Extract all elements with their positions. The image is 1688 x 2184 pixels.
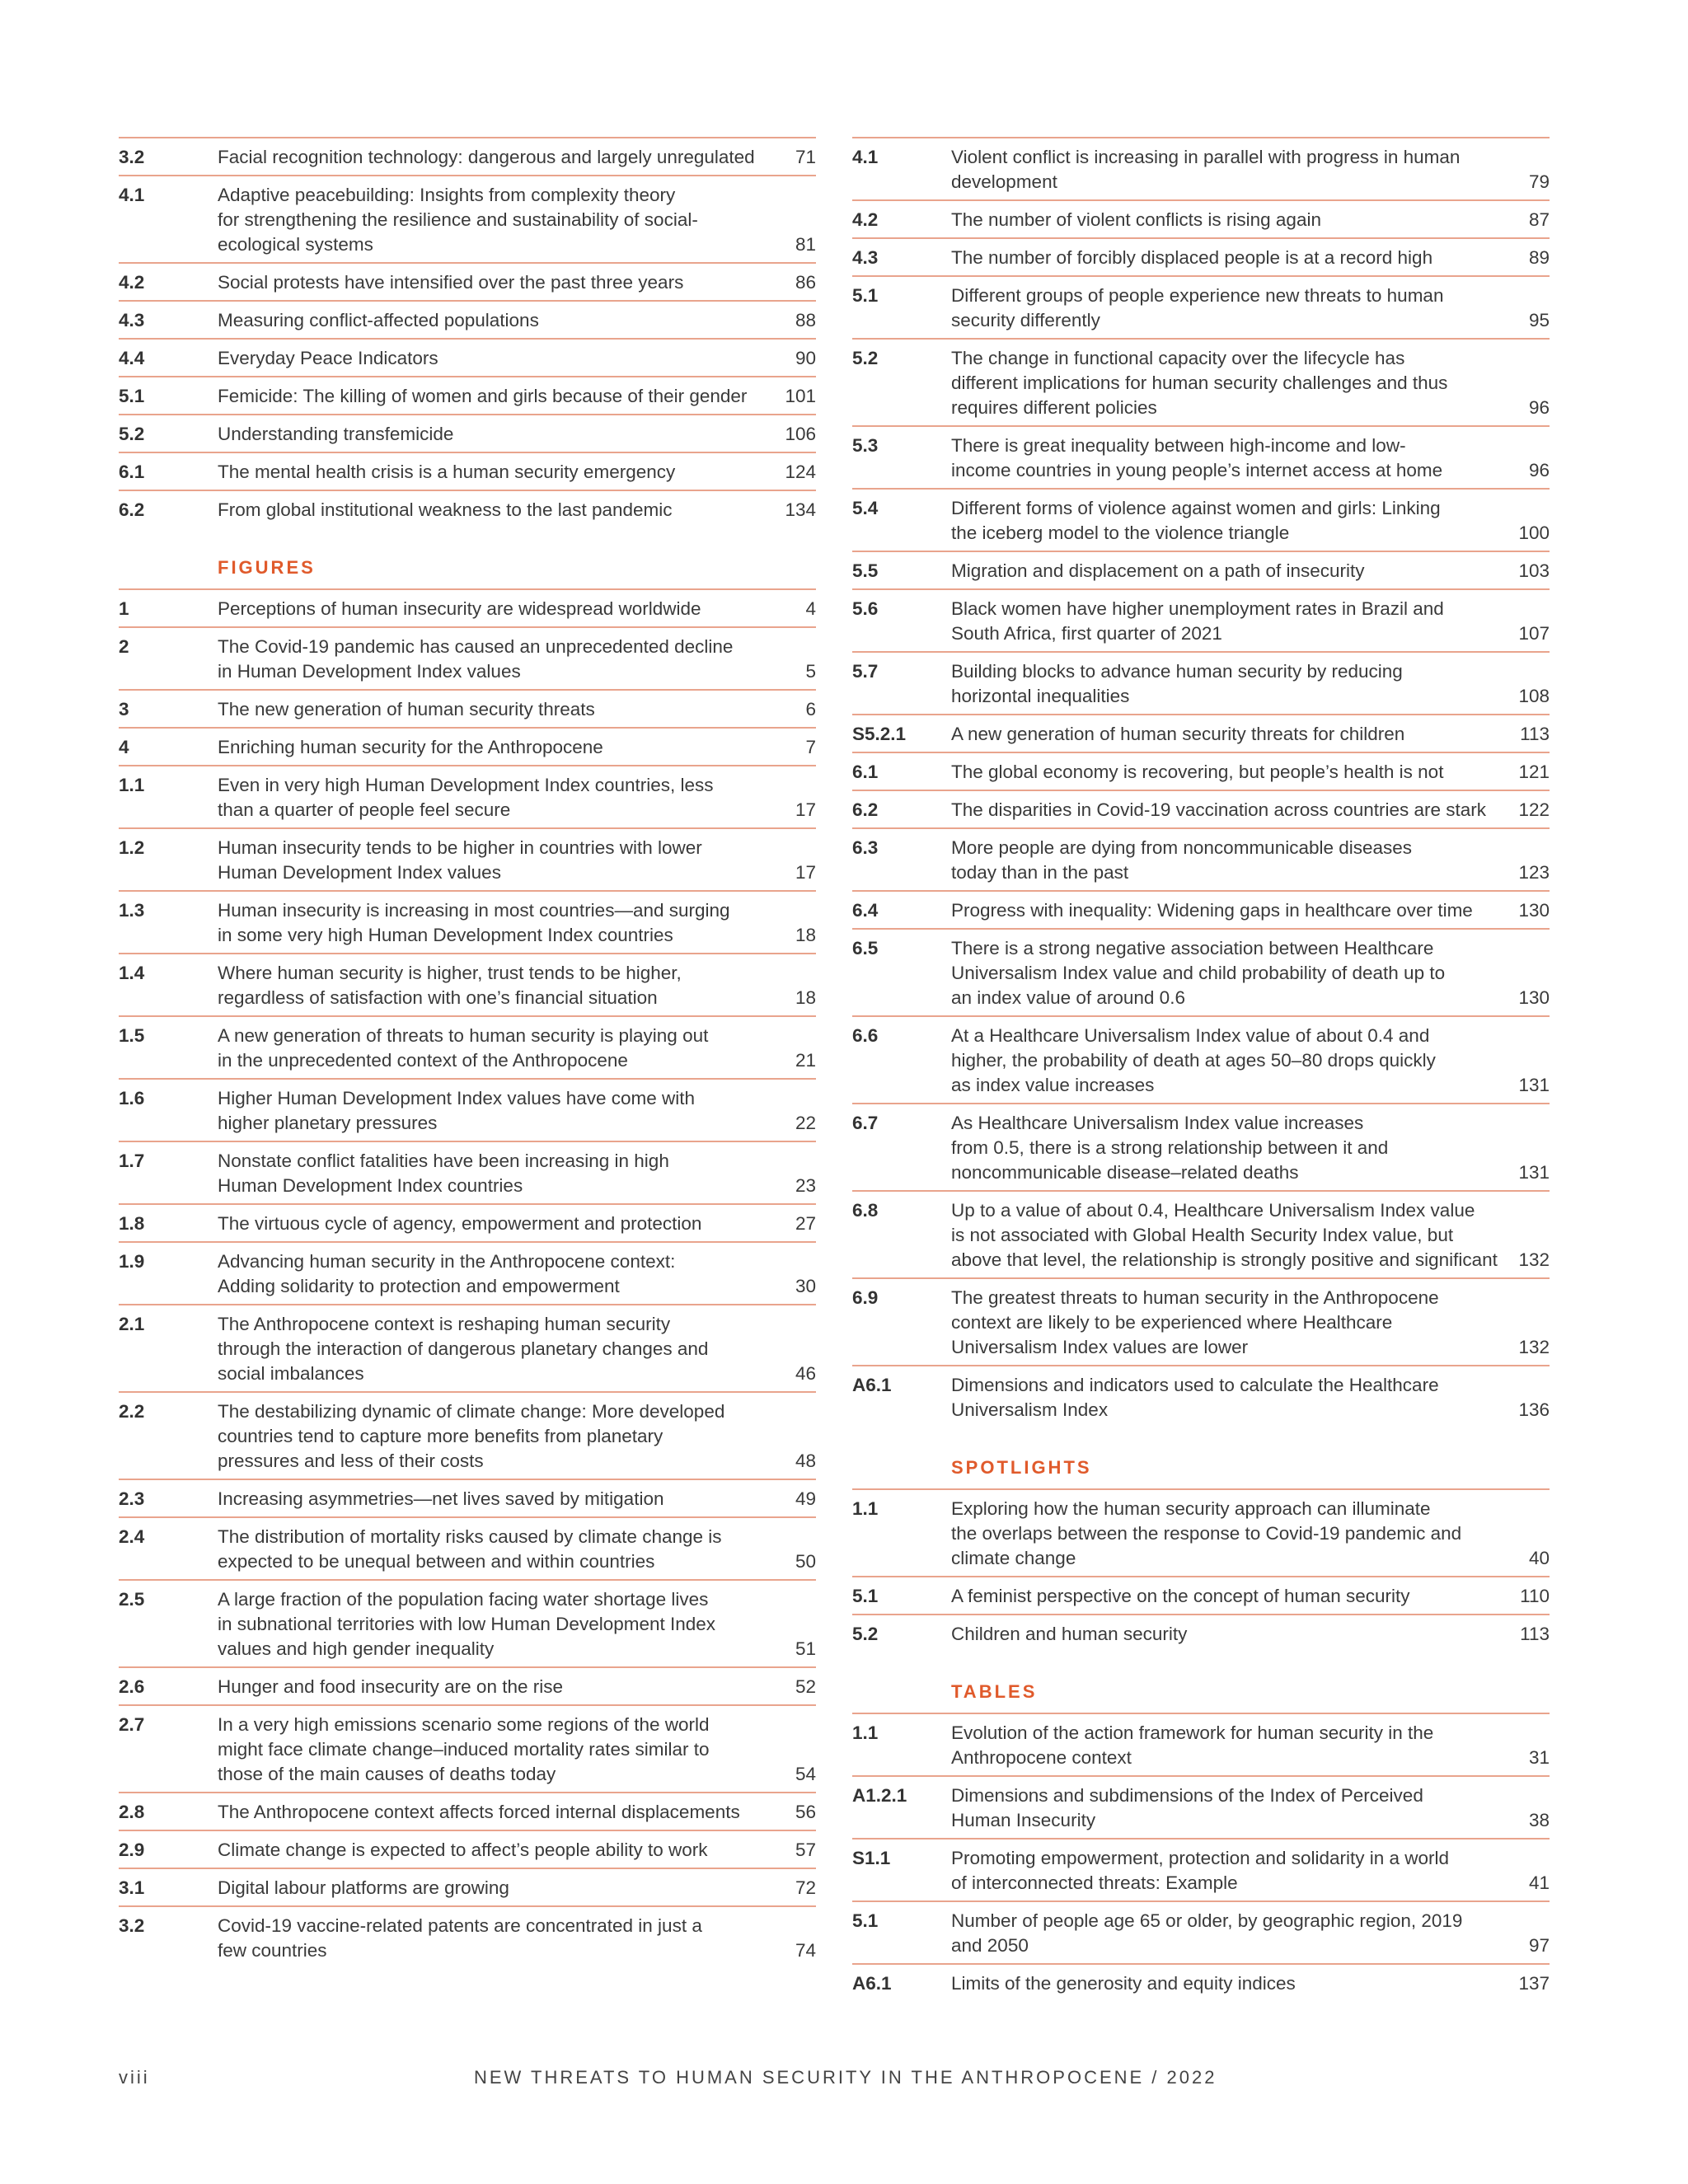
toc-entry[interactable] xyxy=(119,1868,816,1905)
entry-number: 4.2 xyxy=(119,272,145,293)
figures-heading: FIGURES xyxy=(218,557,316,578)
entry-title: As Healthcare Universalism Index value increases from 0.5, there is a strong relationship between it and noncommunicable disease–related deaths xyxy=(951,1113,1389,1183)
toc-entry[interactable] xyxy=(852,1277,1550,1365)
entry-page-number: 56 xyxy=(795,1802,816,1822)
toc-entry[interactable] xyxy=(852,1963,1550,2001)
toc-entry[interactable] xyxy=(119,414,816,452)
entry-number: 5.2 xyxy=(852,1624,879,1644)
spotlights-list xyxy=(852,1488,1550,1652)
entry-page-number: 132 xyxy=(1518,1249,1550,1270)
entry-number: 5.5 xyxy=(852,560,879,581)
entry-number: 2.5 xyxy=(119,1589,145,1610)
toc-entry[interactable] xyxy=(852,588,1550,651)
entry-page-number: 123 xyxy=(1518,862,1550,883)
entry-title: Promoting empowerment, protection and solidarity in a world of interconnected threats: Example xyxy=(951,1848,1450,1893)
entry-title: Increasing asymmetries—net lives saved by mitigation xyxy=(218,1488,664,1509)
entry-page-number: 21 xyxy=(795,1050,816,1071)
entry-page-number: 23 xyxy=(795,1175,816,1196)
entry-title: Enriching human security for the Anthropocene xyxy=(218,737,603,757)
toc-entry[interactable] xyxy=(852,1900,1550,1963)
entry-number: 1.4 xyxy=(119,963,145,983)
entry-page-number: 124 xyxy=(785,462,816,482)
entry-number: 5.4 xyxy=(852,498,879,518)
entry-title: The Anthropocene context is reshaping human security through the interaction of dangerous planetary changes and social imbalances xyxy=(218,1314,709,1384)
entry-page-number: 107 xyxy=(1518,623,1550,644)
entry-page-number: 49 xyxy=(795,1488,816,1509)
toc-entry[interactable] xyxy=(852,928,1550,1015)
toc-entry[interactable] xyxy=(119,1830,816,1868)
entry-page-number: 95 xyxy=(1528,310,1550,330)
entry-number: 2.8 xyxy=(119,1802,145,1822)
entry-number: S1.1 xyxy=(852,1848,891,1868)
entry-page-number: 7 xyxy=(805,737,816,757)
entry-page-number: 136 xyxy=(1518,1399,1550,1420)
entry-title: The destabilizing dynamic of climate change: More developed countries tend to capture more benefits from planetary pressures and less of their costs xyxy=(218,1401,725,1471)
entry-number: 6.3 xyxy=(852,837,879,858)
toc-entry[interactable] xyxy=(119,490,816,527)
entry-title: A feminist perspective on the concept of human security xyxy=(951,1586,1410,1606)
entry-page-number: 41 xyxy=(1528,1872,1550,1893)
entry-number: 5.2 xyxy=(119,424,145,444)
entry-title: At a Healthcare Universalism Index value of about 0.4 and higher, the probability of death at ages 50–80 drops quickly as index value increases xyxy=(951,1025,1436,1095)
entry-title: More people are dying from noncommunicable diseases today than in the past xyxy=(951,837,1413,883)
entry-title: Human insecurity tends to be higher in countries with lower Human Development Index values xyxy=(218,837,702,883)
entry-title: Femicide: The killing of women and girls because of their gender xyxy=(218,386,748,406)
entry-number: 4.2 xyxy=(852,209,879,230)
figures-list xyxy=(119,588,816,1968)
entry-page-number: 17 xyxy=(795,799,816,820)
entry-number: 6.1 xyxy=(852,762,879,782)
entry-number: A6.1 xyxy=(852,1973,892,1994)
entry-title: Measuring conflict-affected populations xyxy=(218,310,539,330)
entry-page-number: 122 xyxy=(1518,799,1550,820)
entry-number: A1.2.1 xyxy=(852,1785,907,1806)
toc-entry[interactable] xyxy=(852,199,1550,237)
entry-title: The virtuous cycle of agency, empowerment and protection xyxy=(218,1213,702,1234)
entry-page-number: 22 xyxy=(795,1113,816,1133)
entry-page-number: 46 xyxy=(795,1363,816,1384)
entry-page-number: 79 xyxy=(1528,171,1550,192)
entry-title: Hunger and food insecurity are on the rise xyxy=(218,1676,563,1697)
toc-entry[interactable] xyxy=(852,827,1550,890)
toc-entry[interactable] xyxy=(852,1838,1550,1900)
entry-title: Different groups of people experience new threats to human security differently xyxy=(951,285,1444,330)
tables-heading: TABLES xyxy=(951,1681,1038,1702)
entry-number: 1.9 xyxy=(119,1251,145,1272)
entry-page-number: 130 xyxy=(1518,900,1550,921)
entry-number: 6.2 xyxy=(119,499,145,520)
toc-entry[interactable] xyxy=(119,137,816,175)
entry-page-number: 18 xyxy=(795,987,816,1008)
entry-page-number: 89 xyxy=(1528,247,1550,268)
toc-entry[interactable] xyxy=(852,790,1550,827)
toc-entry[interactable] xyxy=(119,689,816,727)
entry-page-number: 106 xyxy=(785,424,816,444)
entry-title: Limits of the generosity and equity indices xyxy=(951,1973,1296,1994)
entry-page-number: 100 xyxy=(1518,523,1550,543)
toc-entry[interactable] xyxy=(852,275,1550,338)
entry-page-number: 101 xyxy=(785,386,816,406)
entry-number: 5.2 xyxy=(852,348,879,368)
entry-page-number: 131 xyxy=(1518,1162,1550,1183)
entry-page-number: 90 xyxy=(795,348,816,368)
entry-number: 1.3 xyxy=(119,900,145,921)
entry-title: The new generation of human security threats xyxy=(218,699,595,719)
toc-entry[interactable] xyxy=(852,651,1550,714)
toc-entry[interactable] xyxy=(119,953,816,1015)
entry-title: Black women have higher unemployment rates in Brazil and South Africa, first quarter of 2021 xyxy=(951,598,1444,644)
entry-number: 4 xyxy=(119,737,129,757)
toc-entry[interactable] xyxy=(119,300,816,338)
figures-continued-list xyxy=(852,137,1550,1427)
entry-number: 5.6 xyxy=(852,598,879,619)
toc-entry[interactable] xyxy=(119,1704,816,1792)
toc-entry[interactable] xyxy=(852,890,1550,928)
entry-page-number: 72 xyxy=(795,1877,816,1898)
entry-number: S5.2.1 xyxy=(852,724,907,744)
entry-title: The greatest threats to human security in the Anthropocene context are likely to be experienced where Healthcare Universalism Index values are lower xyxy=(951,1287,1439,1357)
entry-number: 4.1 xyxy=(119,185,145,205)
entry-number: 3 xyxy=(119,699,129,719)
page-footer xyxy=(119,2067,1431,2092)
entry-page-number: 27 xyxy=(795,1213,816,1234)
entry-title: A new generation of threats to human security is playing out in the unprecedented context of the Anthropocene xyxy=(218,1025,709,1071)
toc-entry[interactable] xyxy=(852,1775,1550,1838)
entry-page-number: 52 xyxy=(795,1676,816,1697)
entry-title: Where human security is higher, trust tends to be higher, regardless of satisfaction with one’s financial situation xyxy=(218,963,682,1008)
entry-page-number: 137 xyxy=(1518,1973,1550,1994)
toc-entry[interactable] xyxy=(852,1576,1550,1614)
toc-entry[interactable] xyxy=(119,1078,816,1141)
toc-entry[interactable] xyxy=(852,137,1550,199)
entry-title: Violent conflict is increasing in parallel with progress in human development xyxy=(951,147,1461,192)
entry-title: Everyday Peace Indicators xyxy=(218,348,438,368)
entry-number: 2.6 xyxy=(119,1676,145,1697)
toc-entry[interactable] xyxy=(119,452,816,490)
entry-title: The Anthropocene context affects forced internal displacements xyxy=(218,1802,740,1822)
entry-number: 5.3 xyxy=(852,435,879,456)
entry-page-number: 31 xyxy=(1528,1747,1550,1768)
entry-page-number: 74 xyxy=(795,1940,816,1961)
toc-entry[interactable] xyxy=(119,1203,816,1241)
entry-number: 5.1 xyxy=(119,386,145,406)
entry-title: Digital labour platforms are growing xyxy=(218,1877,509,1898)
entry-number: 5.7 xyxy=(852,661,879,682)
toc-entry[interactable] xyxy=(119,1391,816,1479)
toc-entry[interactable] xyxy=(119,1905,816,1968)
entry-title: The global economy is recovering, but people’s health is not xyxy=(951,762,1444,782)
entry-number: 2.1 xyxy=(119,1314,145,1334)
toc-entry[interactable] xyxy=(852,551,1550,588)
toc-entry[interactable] xyxy=(852,425,1550,488)
entry-title: The distribution of mortality risks caused by climate change is expected to be unequal between and within countries xyxy=(218,1526,722,1572)
toc-entry[interactable] xyxy=(119,1241,816,1304)
toc-entry[interactable] xyxy=(852,488,1550,551)
entry-number: 2.3 xyxy=(119,1488,145,1509)
entry-title: Adaptive peacebuilding: Insights from complexity theory for strengthening the resilience and sustainability of social- ecological systems xyxy=(218,185,698,255)
entry-number: 2.2 xyxy=(119,1401,145,1422)
entry-number: 1.7 xyxy=(119,1151,145,1171)
toc-entry[interactable] xyxy=(119,588,816,626)
entry-number: A6.1 xyxy=(852,1375,892,1395)
toc-entry[interactable] xyxy=(119,262,816,300)
entry-title: Dimensions and subdimensions of the Index of Perceived Human Insecurity xyxy=(951,1785,1423,1830)
toc-entry[interactable] xyxy=(852,1614,1550,1652)
entry-number: 4.3 xyxy=(852,247,879,268)
entry-number: 6.9 xyxy=(852,1287,879,1308)
entry-number: 6.2 xyxy=(852,799,879,820)
entry-title: Up to a value of about 0.4, Healthcare Universalism Index value is not associated with Global Health Security Index value, but above that level, the relationship is strongly positive and significant xyxy=(951,1200,1498,1270)
entry-number: 1.1 xyxy=(852,1722,879,1743)
toc-entry[interactable] xyxy=(852,1488,1550,1576)
entry-title: The change in functional capacity over the lifecycle has different implications for human security challenges and thus requires different policies xyxy=(951,348,1448,418)
entry-page-number: 38 xyxy=(1528,1810,1550,1830)
entry-number: 6.7 xyxy=(852,1113,879,1133)
entry-number: 1.1 xyxy=(119,775,145,795)
entry-title: Even in very high Human Development Index countries, less than a quarter of people feel secure xyxy=(218,775,714,820)
toc-entry[interactable] xyxy=(852,1103,1550,1190)
entry-page-number: 132 xyxy=(1518,1337,1550,1357)
entry-number: 6.5 xyxy=(852,938,879,958)
entry-page-number: 97 xyxy=(1528,1935,1550,1956)
entry-number: 1.8 xyxy=(119,1213,145,1234)
entry-page-number: 54 xyxy=(795,1764,816,1784)
entry-title: Social protests have intensified over the past three years xyxy=(218,272,684,293)
entry-page-number: 110 xyxy=(1520,1586,1550,1606)
entry-number: 2.7 xyxy=(119,1714,145,1735)
entry-number: 6.4 xyxy=(852,900,879,921)
entry-number: 1.2 xyxy=(119,837,145,858)
entry-title: The disparities in Covid-19 vaccination across countries are stark xyxy=(951,799,1487,820)
entry-page-number: 5 xyxy=(805,661,816,682)
entry-title: Migration and displacement on a path of insecurity xyxy=(951,560,1365,581)
entry-title: A new generation of human security threats for children xyxy=(951,724,1405,744)
tables-list xyxy=(852,1713,1550,2001)
toc-entry[interactable] xyxy=(119,1579,816,1666)
entry-page-number: 103 xyxy=(1518,560,1550,581)
right-column xyxy=(852,137,1550,2001)
entry-title: Understanding transfemicide xyxy=(218,424,454,444)
entry-number: 4.1 xyxy=(852,147,879,167)
entry-title: Children and human security xyxy=(951,1624,1188,1644)
entry-title: The mental health crisis is a human security emergency xyxy=(218,462,676,482)
entry-number: 3.1 xyxy=(119,1877,145,1898)
entry-page-number: 130 xyxy=(1518,987,1550,1008)
entry-title: Facial recognition technology: dangerous and largely unregulated xyxy=(218,147,755,167)
entry-page-number: 134 xyxy=(785,499,816,520)
toc-entry[interactable] xyxy=(119,1141,816,1203)
entry-number: 6.1 xyxy=(119,462,145,482)
entry-number: 3.2 xyxy=(119,1915,145,1936)
entry-number: 6.8 xyxy=(852,1200,879,1221)
toc-entry[interactable] xyxy=(852,1365,1550,1427)
spotlights-heading: SPOTLIGHTS xyxy=(951,1457,1092,1478)
entry-page-number: 113 xyxy=(1520,1624,1550,1644)
toc-entry[interactable] xyxy=(852,1015,1550,1103)
entry-page-number: 17 xyxy=(795,862,816,883)
entry-page-number: 57 xyxy=(795,1840,816,1860)
entry-number: 4.4 xyxy=(119,348,145,368)
toc-entry[interactable] xyxy=(119,727,816,765)
entry-title: The Covid-19 pandemic has caused an unprecedented decline in Human Development Index values xyxy=(218,636,734,682)
entry-number: 5.1 xyxy=(852,1910,879,1931)
entry-page-number: 30 xyxy=(795,1276,816,1296)
toc-entry[interactable] xyxy=(119,338,816,376)
toc-entry[interactable] xyxy=(119,1015,816,1078)
toc-entry[interactable] xyxy=(119,890,816,953)
entry-page-number: 50 xyxy=(795,1551,816,1572)
toc-entry[interactable] xyxy=(119,175,816,262)
entry-page-number: 71 xyxy=(795,147,816,167)
entry-title: Higher Human Development Index values have come with higher planetary pressures xyxy=(218,1088,696,1133)
entry-title: Climate change is expected to affect’s people ability to work xyxy=(218,1840,708,1860)
toc-entry[interactable] xyxy=(852,752,1550,790)
page-folio: viii xyxy=(119,2067,150,2088)
entry-page-number: 96 xyxy=(1528,397,1550,418)
entry-page-number: 40 xyxy=(1528,1548,1550,1568)
toc-entry[interactable] xyxy=(119,1792,816,1830)
entry-title: Advancing human security in the Anthropocene context: Adding solidarity to protection and empowerment xyxy=(218,1251,676,1296)
entry-title: Exploring how the human security approach can illuminate the overlaps between the response to Covid-19 pandemic and climate change xyxy=(951,1498,1462,1568)
toc-entry[interactable] xyxy=(852,338,1550,425)
toc-entry[interactable] xyxy=(119,827,816,890)
entry-page-number: 88 xyxy=(795,310,816,330)
toc-entry[interactable] xyxy=(119,1479,816,1516)
entry-number: 1.1 xyxy=(852,1498,879,1519)
entry-title: Building blocks to advance human security by reducing horizontal inequalities xyxy=(951,661,1403,706)
entry-page-number: 48 xyxy=(795,1451,816,1471)
entry-number: 5.1 xyxy=(852,285,879,306)
toc-entry[interactable] xyxy=(119,626,816,689)
toc-entry[interactable] xyxy=(119,765,816,827)
entry-number: 1.6 xyxy=(119,1088,145,1108)
entry-page-number: 87 xyxy=(1528,209,1550,230)
toc-entry[interactable] xyxy=(852,1713,1550,1775)
entry-title: Human insecurity is increasing in most countries—and surging in some very high Human Development Index countries xyxy=(218,900,730,945)
entry-title: Perceptions of human insecurity are widespread worldwide xyxy=(218,598,701,619)
entry-page-number: 121 xyxy=(1518,762,1550,782)
entry-page-number: 6 xyxy=(805,699,816,719)
entry-number: 2 xyxy=(119,636,129,657)
entry-page-number: 86 xyxy=(795,272,816,293)
entry-page-number: 81 xyxy=(795,234,816,255)
toc-entry[interactable] xyxy=(119,1516,816,1579)
entry-number: 4.3 xyxy=(119,310,145,330)
entry-number: 1 xyxy=(119,598,129,619)
entry-page-number: 113 xyxy=(1520,724,1550,744)
entry-title: Nonstate conflict fatalities have been increasing in high Human Development Index countries xyxy=(218,1151,669,1196)
entry-title: There is great inequality between high-income and low- income countries in young people’s internet access at home xyxy=(951,435,1443,480)
entry-title: Progress with inequality: Widening gaps in healthcare over time xyxy=(951,900,1473,921)
entry-number: 1.5 xyxy=(119,1025,145,1046)
entry-number: 5.1 xyxy=(852,1586,879,1606)
entry-page-number: 131 xyxy=(1518,1075,1550,1095)
toc-entry[interactable] xyxy=(852,714,1550,752)
entry-title: Different forms of violence against women and girls: Linking the iceberg model to the violence triangle xyxy=(951,498,1441,543)
entry-title: Covid-19 vaccine-related patents are concentrated in just a few countries xyxy=(218,1915,702,1961)
entry-title: A large fraction of the population facing water shortage lives in subnational territories with low Human Development Index values and high gender inequality xyxy=(218,1589,716,1659)
entry-title: There is a strong negative association between Healthcare Universalism Index value and child probability of death up to an index value of around 0.6 xyxy=(951,938,1446,1008)
entry-number: 2.4 xyxy=(119,1526,145,1547)
entry-title: The number of violent conflicts is rising again xyxy=(951,209,1321,230)
entry-title: Dimensions and indicators used to calculate the Healthcare Universalism Index xyxy=(951,1375,1439,1420)
toc-entry[interactable] xyxy=(119,1304,816,1391)
entry-title: The number of forcibly displaced people is at a record high xyxy=(951,247,1433,268)
entry-page-number: 108 xyxy=(1518,686,1550,706)
boxes-list xyxy=(119,137,816,527)
entry-number: 6.6 xyxy=(852,1025,879,1046)
entry-title: In a very high emissions scenario some regions of the world might face climate change–induced mortality rates similar to those of the main causes of deaths today xyxy=(218,1714,710,1784)
entry-page-number: 18 xyxy=(795,925,816,945)
entry-title: Evolution of the action framework for human security in the Anthropocene context xyxy=(951,1722,1434,1768)
running-title: NEW THREATS TO HUMAN SECURITY IN THE ANTHROPOCENE / 2022 xyxy=(474,2067,1217,2088)
toc-entry[interactable] xyxy=(852,237,1550,275)
entry-number: 2.9 xyxy=(119,1840,145,1860)
entry-page-number: 51 xyxy=(795,1638,816,1659)
entry-number: 3.2 xyxy=(119,147,145,167)
toc-entry[interactable] xyxy=(119,376,816,414)
toc-entry[interactable] xyxy=(852,1190,1550,1277)
entry-page-number: 96 xyxy=(1528,460,1550,480)
toc-entry[interactable] xyxy=(119,1666,816,1704)
entry-title: From global institutional weakness to the last pandemic xyxy=(218,499,673,520)
entry-page-number: 4 xyxy=(805,598,816,619)
entry-title: Number of people age 65 or older, by geographic region, 2019 and 2050 xyxy=(951,1910,1463,1956)
left-column xyxy=(119,137,816,1968)
